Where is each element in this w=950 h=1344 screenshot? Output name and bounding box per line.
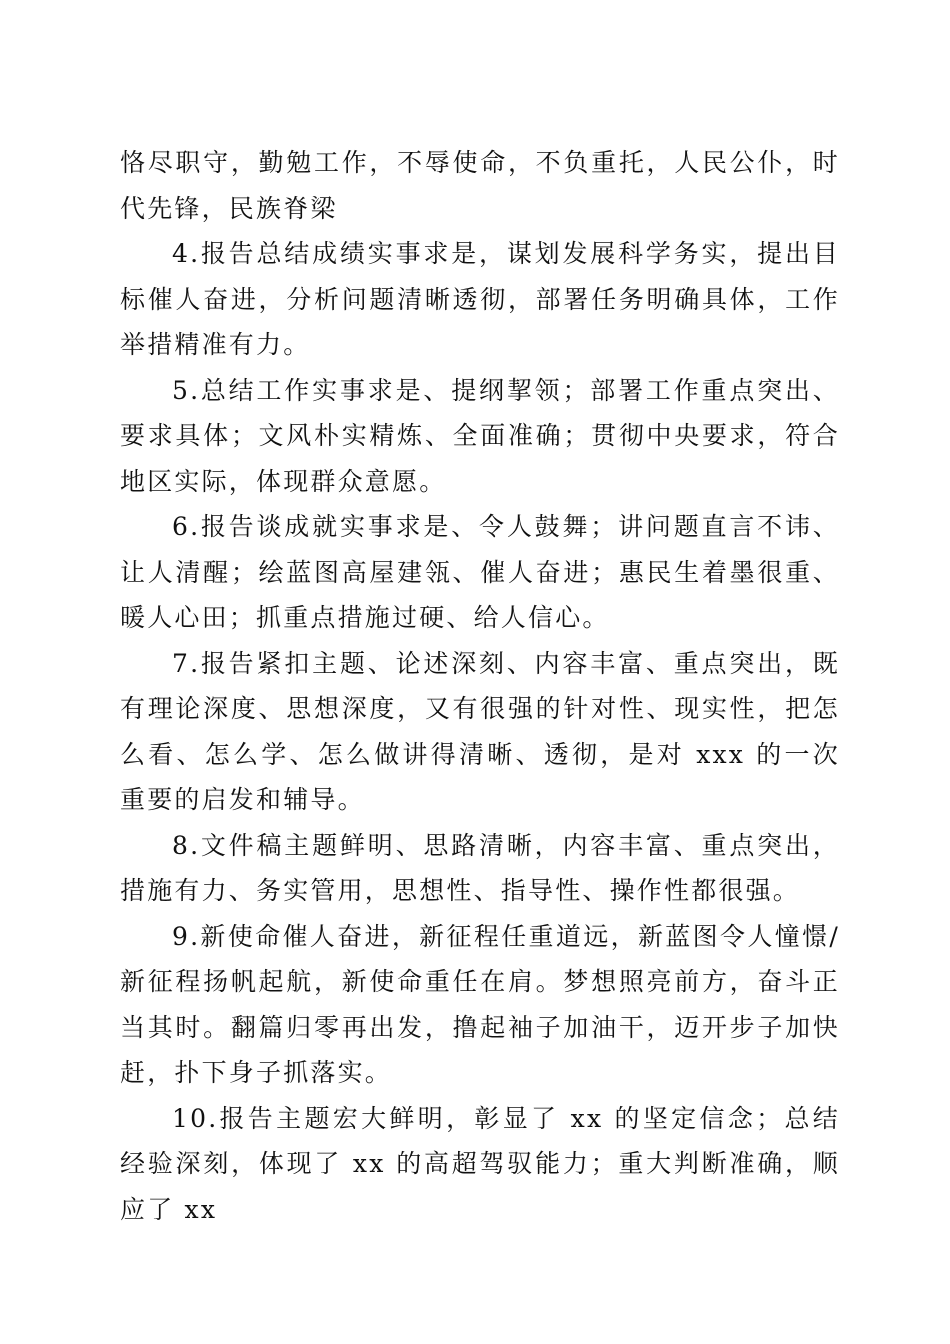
paragraph-item-5: 5.总结工作实事求是、提纲挈领；部署工作重点突出、要求具体；文风朴实精炼、全面准确；贯彻中央要求，符合地区实际，体现群众意愿。 bbox=[120, 375, 840, 496]
document-body bbox=[120, 140, 840, 1232]
paragraph-item-8: 8.文件稿主题鲜明、思路清晰，内容丰富、重点突出，措施有力、务实管用，思想性、指导性、操作性都很强。 bbox=[120, 830, 840, 905]
paragraph-item-10: 10.报告主题宏大鲜明，彰显了 xx 的坚定信念；总结经验深刻，体现了 xx 的高超驾驭能力；重大判断准确，顺应了 xx bbox=[120, 1103, 840, 1224]
paragraph-item-9: 9.新使命催人奋进，新征程任重道远，新蓝图令人憧憬/新征程扬帆起航，新使命重任在肩。梦想照亮前方，奋斗正当其时。翻篇归零再出发，撸起袖子加油干，迈开步子加快赶，扑下身子抓落实。 bbox=[120, 921, 840, 1087]
paragraph-continuation: 恪尽职守，勤勉工作，不辱使命，不负重托，人民公仆，时代先锋，民族脊梁 bbox=[120, 148, 840, 223]
paragraph-item-4: 4.报告总结成绩实事求是，谋划发展科学务实，提出目标催人奋进，分析问题清晰透彻，部署任务明确具体，工作举措精准有力。 bbox=[120, 239, 840, 359]
paragraph-item-7: 7.报告紧扣主题、论述深刻、内容丰富、重点突出，既有理论深度、思想深度，又有很强的针对性、现实性，把怎么看、怎么学、怎么做讲得清晰、透彻，是对 xxx 的一次重要的启发和辅导。 bbox=[120, 648, 840, 814]
paragraph-item-6: 6.报告谈成就实事求是、令人鼓舞；讲问题直言不讳、让人清醒；绘蓝图高屋建瓴、催人奋进；惠民生着墨很重、暖人心田；抓重点措施过硬、给人信心。 bbox=[120, 512, 840, 632]
